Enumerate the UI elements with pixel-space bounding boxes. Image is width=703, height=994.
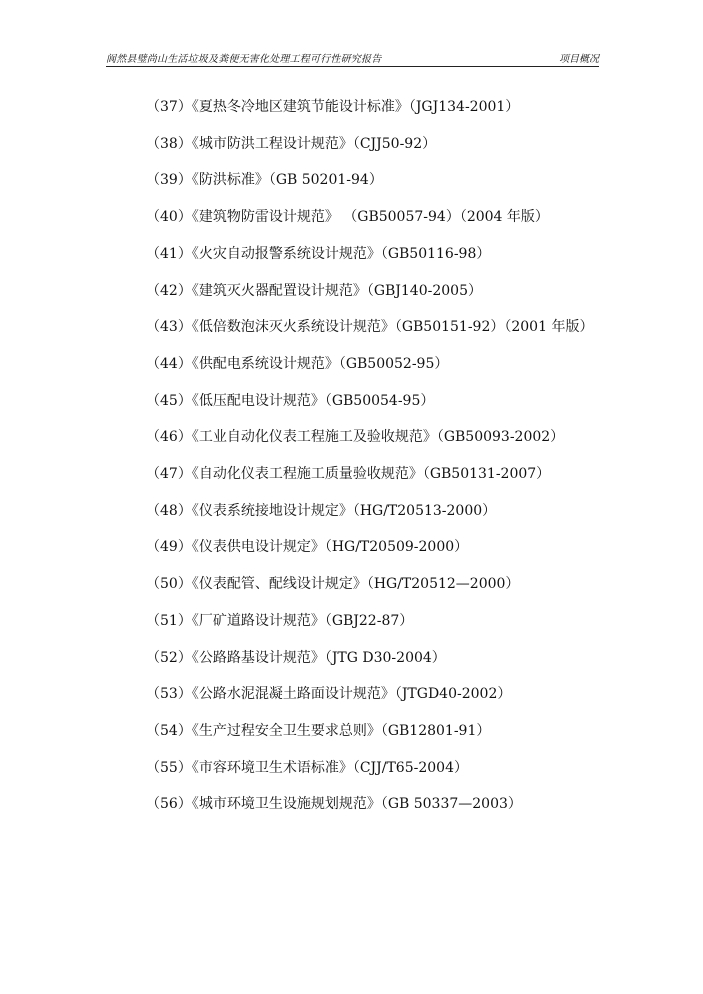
list-item: （51）《厂矿道路设计规范》（GBJ22-87） <box>146 612 414 629</box>
report-title: 阆然县璧尚山生活垃圾及粪便无害化处理工程可行性研究报告 <box>106 54 382 65</box>
list-item: （39）《防洪标准》（GB 50201-94） <box>146 172 383 189</box>
section-title: 项目概况 <box>559 54 599 65</box>
list-item: （49）《仪表供电设计规定》（HG/T20509-2000） <box>146 539 469 556</box>
list-item: （53）《公路水泥混凝土路面设计规范》（JTGD40-2002） <box>146 686 512 703</box>
list-item: （47）《自动化仪表工程施工质量验收规范》（GB50131-2007） <box>146 466 551 483</box>
list-item: （54）《生产过程安全卫生要求总则》（GB12801-91） <box>146 722 491 739</box>
list-item: （40）《建筑物防雷设计规范》 （GB50057-94）（2004 年版） <box>146 209 549 226</box>
list-item: （50）《仪表配管、配线设计规定》（HG/T20512—2000） <box>146 576 520 593</box>
standards-list <box>106 89 596 823</box>
list-item: （52）《公路路基设计规范》（JTG D30-2004） <box>146 649 446 666</box>
list-item: （37）《夏热冬冷地区建筑节能设计标准》（JGJ134-2001） <box>146 99 520 115</box>
list-item: （46）《工业自动化仪表工程施工及验收规范》（GB50093-2002） <box>146 429 565 446</box>
list-item: （56）《城市环境卫生设施规划规范》（GB 50337—2003） <box>146 796 522 813</box>
page-header <box>106 48 599 67</box>
list-item: （55）《市容环境卫生术语标准》（CJJ/T65-2004） <box>146 759 468 776</box>
list-item: （38）《城市防洪工程设计规范》（CJJ50-92） <box>146 135 437 152</box>
list-item: （41）《火灾自动报警系统设计规范》（GB50116-98） <box>146 245 491 262</box>
list-item: （48）《仪表系统接地设计规定》（HG/T20513-2000） <box>146 502 497 519</box>
list-item: （45）《低压配电设计规范》（GB50054-95） <box>146 392 435 409</box>
list-item: （44）《供配电系统设计规范》（GB50052-95） <box>146 355 449 372</box>
list-item: （43）《低倍数泡沫灭火系统设计规范》（GB50151-92）（2001 年版） <box>146 319 594 336</box>
list-item: （42）《建筑灭火器配置设计规范》（GBJ140-2005） <box>146 282 482 299</box>
